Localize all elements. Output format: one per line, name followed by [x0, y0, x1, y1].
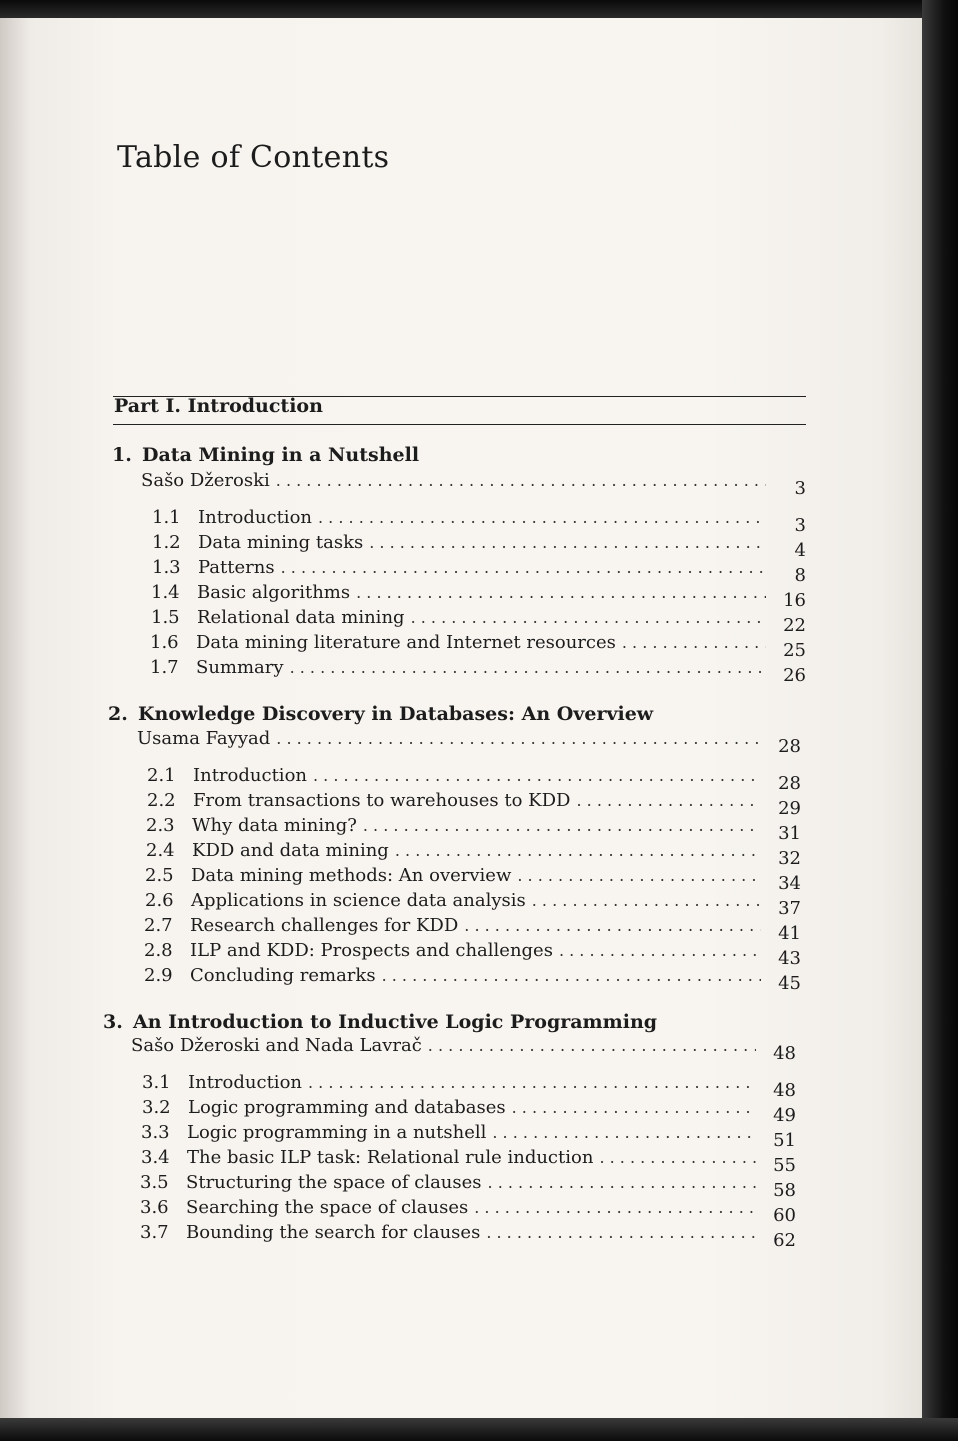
page-number: 3	[794, 478, 806, 499]
toc-entry[interactable]	[144, 940, 801, 969]
chapter-number: 1.	[112, 444, 132, 466]
section-title: Applications in science data analysis	[191, 890, 526, 911]
scan-bottom-edge	[0, 1418, 958, 1441]
leader-dots	[486, 1223, 756, 1242]
leader-dots	[363, 816, 761, 835]
page-title: Table of Contents	[117, 140, 390, 175]
page-number: 37	[778, 898, 801, 919]
section-title: Research challenges for KDD	[190, 915, 459, 936]
toc-entry[interactable]	[141, 1122, 796, 1151]
toc-entry[interactable]	[150, 632, 806, 661]
part-heading: Part I. Introduction	[114, 395, 323, 417]
section-number: 2.7	[144, 915, 173, 936]
toc-entry[interactable]	[142, 1097, 796, 1126]
leader-dots	[276, 471, 766, 490]
leader-dots	[559, 941, 761, 960]
section-number: 2.6	[145, 890, 174, 911]
leader-dots	[474, 1198, 756, 1217]
section-title: Data mining tasks	[198, 532, 364, 553]
section-title: Introduction	[188, 1072, 302, 1093]
section-title: Introduction	[193, 765, 307, 786]
part-rule-bottom	[113, 424, 806, 425]
toc-entry[interactable]	[152, 532, 806, 561]
toc-entry[interactable]	[145, 865, 801, 894]
page-number: 58	[773, 1180, 796, 1201]
leader-dots	[532, 891, 761, 910]
leader-dots	[318, 508, 766, 527]
section-title: Logic programming and databases	[188, 1097, 506, 1118]
leader-dots	[276, 729, 761, 748]
page-number: 34	[778, 873, 801, 894]
leader-dots	[599, 1148, 756, 1167]
page-number: 55	[773, 1155, 796, 1176]
section-title: Bounding the search for clauses	[186, 1222, 481, 1243]
leader-dots	[281, 558, 766, 577]
chapter-heading	[112, 444, 419, 466]
section-number: 3.5	[140, 1172, 169, 1193]
toc-entry[interactable]	[146, 840, 801, 869]
section-number: 3.1	[142, 1072, 171, 1093]
toc-entry[interactable]	[150, 657, 806, 686]
page-number: 3	[794, 515, 806, 536]
page-number: 25	[783, 640, 806, 661]
page-number: 48	[773, 1080, 796, 1101]
chapter-title: Knowledge Discovery in Databases: An Overview	[138, 703, 654, 725]
chapter-number: 2.	[108, 703, 128, 725]
leader-dots	[356, 583, 766, 602]
leader-dots	[576, 791, 761, 810]
page-number: 28	[778, 773, 801, 794]
toc-entry[interactable]	[141, 1147, 796, 1176]
section-title: Logic programming in a nutshell	[187, 1122, 487, 1143]
section-number: 3.2	[142, 1097, 171, 1118]
toc-entry[interactable]	[140, 1197, 796, 1226]
page-number: 41	[778, 923, 801, 944]
toc-entry[interactable]	[152, 557, 806, 586]
scan-top-edge	[0, 0, 958, 18]
toc-entry[interactable]	[151, 607, 806, 636]
section-number: 2.9	[144, 965, 173, 986]
leader-dots	[395, 841, 761, 860]
section-number: 1.3	[152, 557, 181, 578]
book-spine-shadow	[922, 0, 958, 1441]
section-number: 3.4	[141, 1147, 170, 1168]
chapter-author-row[interactable]	[137, 728, 801, 757]
page-number: 16	[783, 590, 806, 611]
chapter-title: An Introduction to Inductive Logic Programming	[133, 1011, 658, 1033]
leader-dots	[290, 658, 766, 677]
page-number: 26	[783, 665, 806, 686]
section-title: Introduction	[198, 507, 312, 528]
section-number: 3.3	[141, 1122, 170, 1143]
section-title: KDD and data mining	[192, 840, 389, 861]
page-number: 49	[773, 1105, 796, 1126]
leader-dots	[512, 1098, 756, 1117]
section-number: 1.7	[150, 657, 179, 678]
leader-dots	[308, 1073, 756, 1092]
section-title: Data mining methods: An overview	[191, 865, 512, 886]
toc-entry[interactable]	[146, 815, 801, 844]
page-number: 43	[778, 948, 801, 969]
chapter-author: Sašo Džeroski	[141, 470, 270, 491]
section-title: ILP and KDD: Prospects and challenges	[190, 940, 553, 961]
leader-dots	[492, 1123, 756, 1142]
page-number: 51	[773, 1130, 796, 1151]
section-number: 3.6	[140, 1197, 169, 1218]
toc-entry[interactable]	[151, 582, 806, 611]
section-title: Basic algorithms	[197, 582, 351, 603]
chapter-author: Usama Fayyad	[137, 728, 271, 749]
chapter-author-row[interactable]	[141, 470, 806, 499]
toc-entry[interactable]	[140, 1222, 796, 1251]
leader-dots	[411, 608, 766, 627]
toc-entry[interactable]	[145, 890, 801, 919]
leader-dots	[622, 633, 766, 652]
leader-dots	[464, 916, 761, 935]
section-title: Patterns	[198, 557, 275, 578]
page-number: 29	[778, 798, 801, 819]
page-number: 32	[778, 848, 801, 869]
page-number: 31	[778, 823, 801, 844]
section-title: Structuring the space of clauses	[186, 1172, 482, 1193]
section-number: 2.8	[144, 940, 173, 961]
page-number: 45	[778, 973, 801, 994]
chapter-author: Sašo Džeroski and Nada Lavrač	[131, 1035, 422, 1056]
page-number: 62	[773, 1230, 796, 1251]
section-title: Relational data mining	[197, 607, 405, 628]
leader-dots	[369, 533, 766, 552]
toc-entry[interactable]	[152, 507, 806, 536]
chapter-number: 3.	[103, 1011, 123, 1033]
section-number: 2.1	[147, 765, 176, 786]
section-title: Why data mining?	[192, 815, 357, 836]
leader-dots	[382, 966, 761, 985]
leader-dots	[428, 1036, 756, 1055]
chapter-heading	[108, 703, 653, 725]
section-title: Concluding remarks	[190, 965, 376, 986]
page-number: 60	[773, 1205, 796, 1226]
toc-entry[interactable]	[147, 765, 801, 794]
section-title: Searching the space of clauses	[186, 1197, 469, 1218]
page-number: 8	[794, 565, 806, 586]
toc-entry[interactable]	[142, 1072, 796, 1101]
page-number: 4	[794, 540, 806, 561]
section-title: Summary	[196, 657, 284, 678]
leader-dots	[488, 1173, 756, 1192]
section-number: 1.6	[150, 632, 179, 653]
section-title: Data mining literature and Internet resources	[196, 632, 616, 653]
section-title: The basic ILP task: Relational rule induction	[187, 1147, 594, 1168]
page-number: 28	[778, 736, 801, 757]
toc-entry[interactable]	[147, 790, 801, 819]
leader-dots	[517, 866, 761, 885]
section-number: 1.4	[151, 582, 180, 603]
section-number: 2.5	[145, 865, 174, 886]
section-number: 1.2	[152, 532, 181, 553]
section-number: 3.7	[140, 1222, 169, 1243]
chapter-heading	[103, 1011, 657, 1033]
toc-entry[interactable]	[144, 915, 801, 944]
section-number: 1.5	[151, 607, 180, 628]
section-number: 2.3	[146, 815, 175, 836]
page-number: 22	[783, 615, 806, 636]
page-number: 48	[773, 1043, 796, 1064]
section-number: 1.1	[152, 507, 181, 528]
chapter-author-row[interactable]	[131, 1035, 796, 1064]
toc-entry[interactable]	[140, 1172, 796, 1201]
book-page	[0, 18, 922, 1418]
leader-dots	[313, 766, 761, 785]
section-number: 2.2	[147, 790, 176, 811]
chapter-title: Data Mining in a Nutshell	[142, 444, 420, 466]
section-title: From transactions to warehouses to KDD	[193, 790, 571, 811]
section-number: 2.4	[146, 840, 175, 861]
toc-entry[interactable]	[144, 965, 801, 994]
